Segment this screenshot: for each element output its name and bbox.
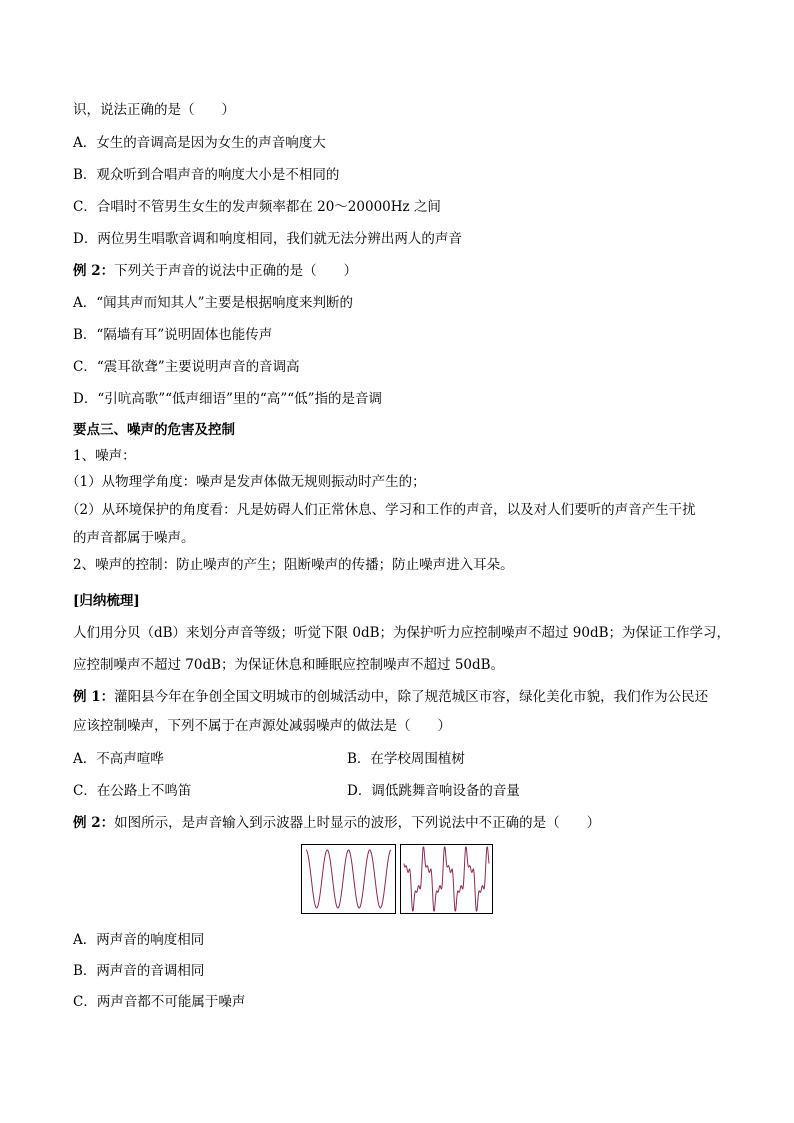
option-a: A．两声音的响度相同: [73, 932, 205, 948]
option-d: D．调低跳舞音响设备的音量: [347, 783, 520, 799]
noise-definition: 1、噪声：: [73, 448, 136, 464]
question-continuation: 识，说法正确的是（ ）: [73, 102, 235, 118]
option-c: C．“震耳欲聋”主要说明声音的音调高: [73, 359, 300, 375]
option-d: D．“引吭高歌”“低声细语”里的“高”“低”指的是音调: [73, 391, 383, 407]
option-b: B．两声音的音调相同: [73, 963, 205, 979]
example-label: 例 2：: [73, 815, 115, 831]
waveform-right-svg: [401, 845, 492, 913]
noise-environment: （2）从环境保护的角度看：凡是妨碍人们正常休息、学习和工作的声音，以及对人们要听的声音产生干扰: [66, 502, 696, 518]
example-2b-question: [73, 814, 600, 832]
section-heading: 要点三、噪声的危害及控制: [73, 422, 235, 438]
waveform-pure-tone: [306, 850, 391, 908]
waveform-panel-left: [301, 844, 396, 914]
summary-heading: [归纳梳理]: [73, 593, 140, 609]
example-text: 如图所示，是声音输入到示波器上时显示的波形，下列说法中不正确的是（ ）: [114, 815, 601, 831]
option-c: C．合唱时不管男生女生的发声频率都在 20～20000Hz 之间: [73, 199, 441, 215]
waveform-noisy-tone: [404, 847, 489, 911]
example-label: 例 2：: [73, 263, 115, 279]
option-b: B．在学校周围植树: [347, 751, 465, 767]
noise-environment-cont: 的声音都属于噪声。: [73, 530, 195, 546]
example-1-question: [73, 688, 708, 706]
example-2-question: [73, 262, 357, 280]
option-b: B．观众听到合唱声音的响度大小是不相同的: [73, 167, 340, 183]
example-text: 灌阳县今年在争创全国文明城市的创城活动中，除了规范城区市容，绿化美化市貌，我们作为公民还: [114, 689, 709, 705]
option-a: A．女生的音调高是因为女生的声音响度大: [73, 135, 326, 151]
option-c: C．在公路上不鸣笛: [73, 783, 192, 799]
noise-control: 2、噪声的控制：防止噪声的产生；阻断噪声的传播；防止噪声进入耳朵。: [73, 557, 514, 573]
example-text: 下列关于声音的说法中正确的是（ ）: [114, 263, 358, 279]
example-1-question-cont: 应该控制噪声，下列不属于在声源处减弱噪声的做法是（ ）: [73, 718, 451, 734]
example-label: 例 1：: [73, 689, 115, 705]
option-b: B．“隔墙有耳”说明固体也能传声: [73, 327, 273, 343]
summary-text-cont: 应控制噪声不超过 70dB；为保证休息和睡眠应控制噪声不超过 50dB。: [73, 657, 505, 673]
summary-text: 人们用分贝（dB）来划分声音等级；听觉下限 0dB；为保护听力应控制噪声不超过 90dB；为保证工作学习，: [73, 625, 731, 641]
option-c: C．两声音都不可能属于噪声: [73, 994, 246, 1010]
waveform-left-svg: [302, 845, 395, 913]
option-d: D．两位男生唱歌音调和响度相同，我们就无法分辨出两人的声音: [73, 231, 462, 247]
waveform-panel-right: [400, 844, 493, 914]
option-a: A．不高声喧哗: [73, 751, 164, 767]
noise-physics: （1）从物理学角度：噪声是发声体做无规则振动时产生的；: [66, 474, 426, 490]
option-a: A．“闻其声而知其人”主要是根据响度来判断的: [73, 295, 354, 311]
